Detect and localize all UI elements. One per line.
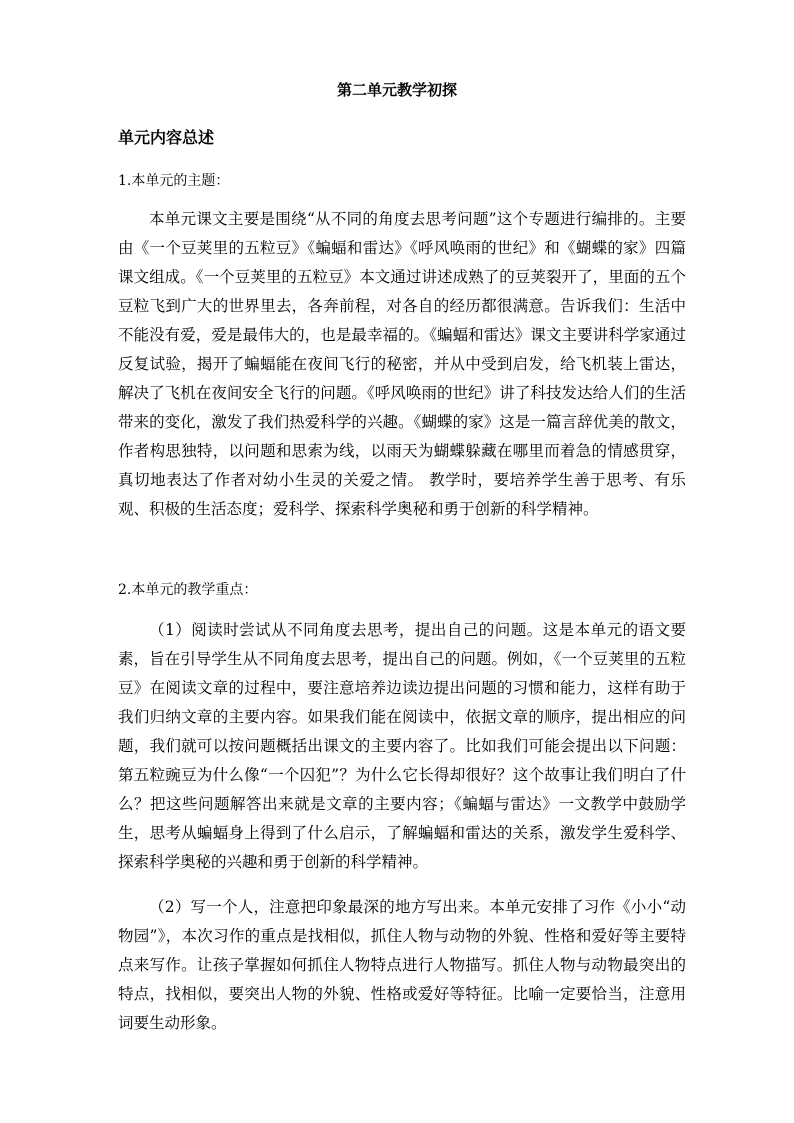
document-title: 第二单元教学初探 (336, 81, 457, 99)
item2-heading: 2.本单元的教学重点： (118, 582, 258, 598)
section-heading: 单元内容总述 (118, 128, 215, 147)
item2-point1-paragraph: （1）阅读时尝试从不同角度去思考，提出自己的问题。这是本单元的语文要素，旨在引导学生从不同角度去思考，提出自己的问题。例如，《一个豆荚里的五粒豆》在阅读文章的过程中，要注意培养边读边提出问题的习惯和能力，这样有助于我们归纳文章的主要内容。如果我们能在阅读中，依据文章的顺序，提出相应的问题，我们就可以按问题概括出课文的主要内容了。比如我们可能会提出以下问题：第五粒豌豆为什么像“一个囚犯”？为什么它长得却很好？这个故事让我们明白了什么？把这些问题解答出来就是文章的主要内容；《蝙蝠与雷达》一文教学中鼓励学生，思考从蝙蝠身上得到了什么启示，了解蝙蝠和雷达的关系，激发学生爱科学、探索科学奥秘的兴趣和勇于创新的科学精神。 (118, 621, 686, 871)
item1-paragraph: 本单元课文主要是围绕“从不同的角度去思考问题”这个专题进行编排的。主要由《一个豆荚里的五粒豆》《蝙蝠和雷达》《呼风唤雨的世纪》和《蝴蝶的家》四篇课文组成。《一个豆荚里的五粒豆》本文通过讲述成熟了的豆荚裂开了，里面的五个豆粒飞到广大的世界里去，各奔前程，对各自的经历都很满意。告诉我们：生活中不能没有爱，爱是最伟大的，也是最幸福的。《蝙蝠和雷达》课文主要讲科学家通过反复试验，揭开了蝙蝠能在夜间飞行的秘密，并从中受到启发，给飞机装上雷达，解决了飞机在夜间安全飞行的问题。《呼风唤雨的世纪》讲了科技发达给人们的生活带来的变化，激发了我们热爱科学的兴趣。《蝴蝶的家》这是一篇言辞优美的散文，作者构思独特，以问题和思索为线，以雨天为蝴蝶躲藏在哪里而着急的情感贯穿，真切地表达了作者对幼小生灵的关爱之情。 教学时，要培养学生善于思考、有乐观、积极的生活态度；爱科学、探索科学奥秘和勇于创新的科学精神。 (118, 210, 686, 518)
item1-heading: 1.本单元的主题： (118, 173, 230, 189)
item2-point2-paragraph: （2）写一个人，注意把印象最深的地方写出来。本单元安排了习作《小小“动物园”》，本次习作的重点是找相似，抓住人物与动物的外貌、性格和爱好等主要特点来写作。让孩子掌握如何抓住人物特点进行人物描写。抓住人物与动物最突出的特点，找相似，要突出人物的外貌、性格或爱好等特征。比喻一定要恰当，注意用词要生动形象。 (118, 898, 686, 1032)
